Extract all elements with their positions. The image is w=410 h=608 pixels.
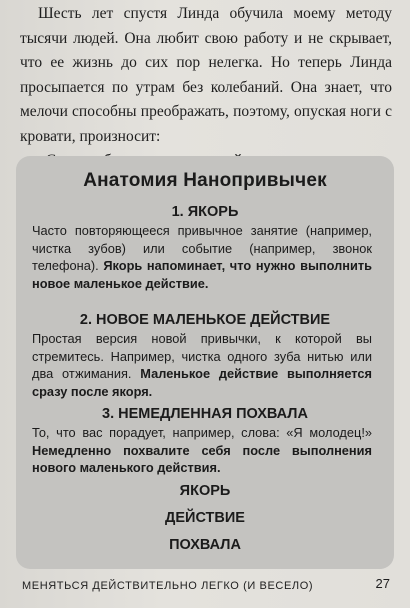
section-bold-praise: Немедленно похвалите себя после выполнения нового маленького действия. — [32, 442, 372, 475]
final-anchor: ЯКОРЬ — [179, 483, 231, 499]
running-title: МЕНЯТЬСЯ ДЕЙСТВИТЕЛЬНО ЛЕГКО (И ВЕСЕЛО) — [22, 580, 314, 592]
sidebar-box — [16, 156, 394, 569]
section-text-anchor: Часто повторяющееся привычное занятие (например, чистка зубов) или событие (например, звонок телефона). Якорь напоминает, что нужно выполнить новое маленькое действие. — [32, 223, 372, 291]
section-text-action: Простая версия новой привычки, к которой вы стремитесь. Например, чистка одного зуба нитью или два отжимания. Маленькое действие выполняется сразу после якоря. — [32, 331, 372, 399]
section-title-anchor: 1. ЯКОРЬ — [171, 204, 239, 220]
section-bold-action: Маленькое действие выполняется сразу после якоря. — [32, 366, 372, 399]
final-action: ДЕЙСТВИЕ — [165, 510, 245, 526]
section-text-praise: То, что вас порадует, например, слова: «Я молодец!» Немедленно похвалите себя после выполнения нового маленького действия. — [32, 425, 372, 475]
section-bold-anchor: Якорь напоминает, что нужно выполнить новое маленькое действие. — [32, 258, 372, 291]
body-text — [20, 2, 392, 174]
paragraph: Шесть лет спустя Линда обучила моему методу тысячи людей. Она любит свою работу и не скрывает, что ее жизнь до сих пор нелегка. Но теперь Линда просыпается по утрам без колебаний. Она знает, что мелочи способны преображать, поэтому, опуская ноги с кровати, произносит: — [20, 5, 392, 145]
section-title-action: 2. НОВОЕ МАЛЕНЬКОЕ ДЕЙСТВИЕ — [79, 312, 331, 328]
page-number: 27 — [375, 576, 390, 591]
final-praise: ПОХВАЛА — [169, 537, 241, 553]
box-title: Анатомия Нанопривычек — [83, 170, 327, 191]
section-title-praise: 3. НЕМЕДЛЕННАЯ ПОХВАЛА — [102, 406, 308, 422]
